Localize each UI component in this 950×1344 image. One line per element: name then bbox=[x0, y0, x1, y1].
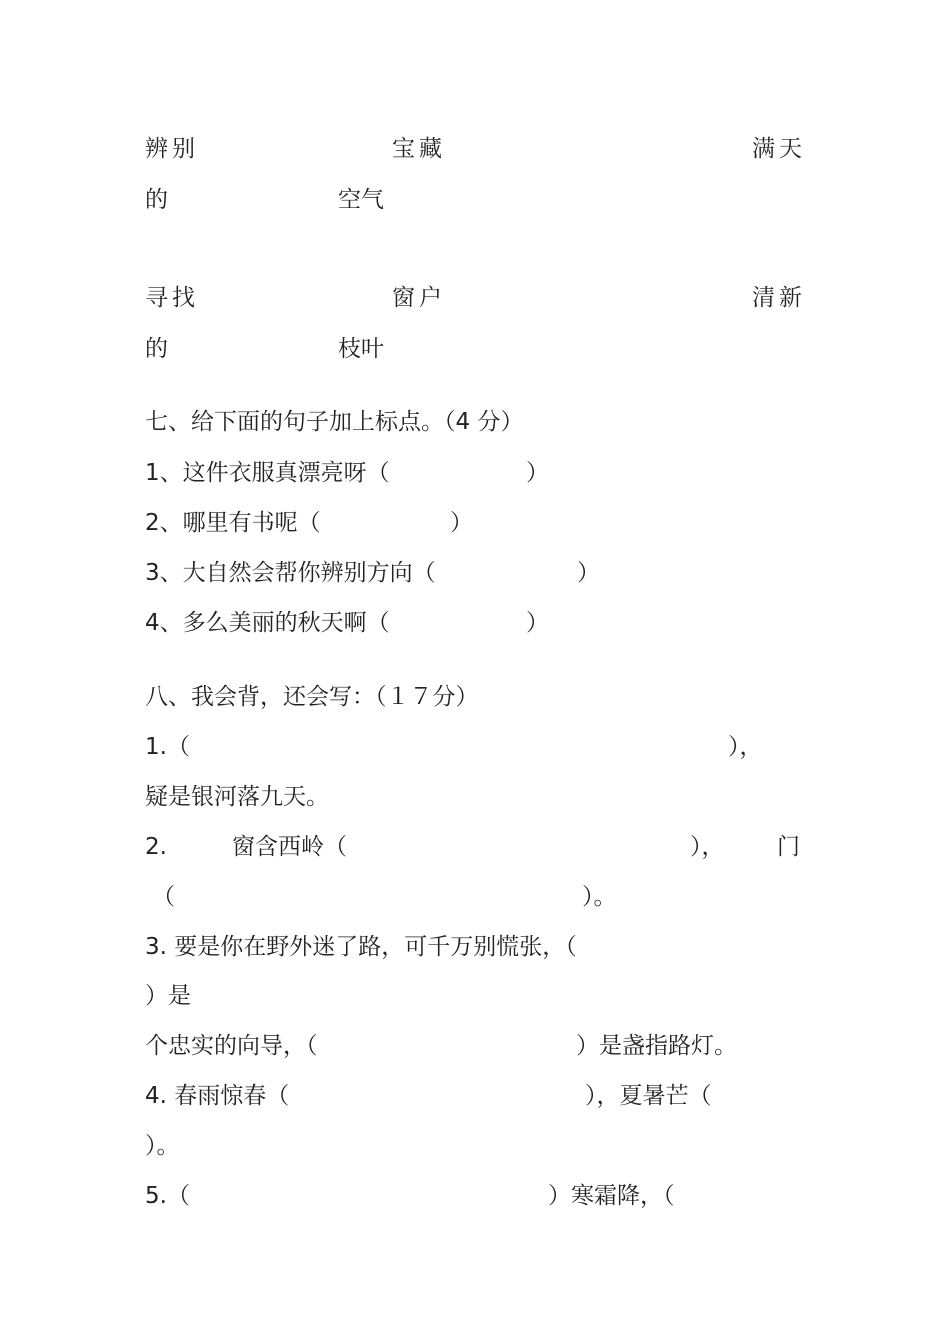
s8-q3-line3-b: ）是盏指路灯。 bbox=[576, 1033, 737, 1059]
section7-title: 七、给下面的句子加上标点。（4 分） bbox=[145, 409, 524, 435]
s7-item4-close: ） bbox=[526, 610, 549, 636]
match1-verb: 辨别 bbox=[145, 136, 199, 162]
s8-q4-mid: ），夏暑芒（ bbox=[585, 1083, 712, 1109]
s8-q4-line2: ）。 bbox=[145, 1133, 180, 1159]
match2-adj-part1: 清新 bbox=[752, 285, 806, 311]
section8-title: 八、我会背，还会写：（１７分） bbox=[145, 684, 479, 710]
s8-q1-line2: 疑是银河落九天。 bbox=[145, 784, 329, 810]
s7-item2-close: ） bbox=[450, 510, 473, 536]
s7-item1-close: ） bbox=[526, 460, 549, 486]
match1-adj-part2: 的 bbox=[145, 187, 168, 213]
s8-q1-open: 1.（ bbox=[145, 734, 190, 760]
match1-noun: 宝藏 bbox=[392, 136, 446, 162]
s7-item1-text: 1、这件衣服真漂亮呀（ bbox=[145, 460, 390, 486]
s7-item3-text: 3、大自然会帮你辨别方向（ bbox=[145, 560, 436, 586]
s8-q2-num: 2. bbox=[145, 834, 167, 860]
match2-adj-part2: 的 bbox=[145, 336, 168, 362]
s7-item4-text: 4、多么美丽的秋天啊（ bbox=[145, 610, 390, 636]
s7-item2-text: 2、哪里有书呢（ bbox=[145, 510, 321, 536]
match2-noun: 窗户 bbox=[392, 285, 446, 311]
match1-adj-part1: 满天 bbox=[752, 136, 806, 162]
s8-q5-mid: ）寒霜降，（ bbox=[548, 1183, 675, 1209]
match2-noun2: 枝叶 bbox=[338, 336, 384, 362]
match1-noun2: 空气 bbox=[338, 187, 384, 213]
s8-q2-close: ）， bbox=[690, 834, 725, 860]
s7-item3-close: ） bbox=[577, 560, 600, 586]
s8-q3-line3-a: 个忠实的向导，（ bbox=[145, 1033, 318, 1059]
s8-q5-open: 5.（ bbox=[145, 1183, 190, 1209]
s8-q2-line2-close: ）。 bbox=[582, 884, 617, 910]
s8-q1-close: ）， bbox=[728, 734, 763, 760]
match2-verb: 寻找 bbox=[145, 285, 199, 311]
s8-q3-text: 3. 要是你在野外迷了路，可千万别慌张，（ bbox=[145, 934, 577, 960]
s8-q2-men: 门 bbox=[777, 834, 800, 860]
s8-q4-text: 4. 春雨惊春（ bbox=[145, 1083, 290, 1109]
s8-q2-text: 窗含西岭（ bbox=[232, 834, 347, 860]
s8-q3-line2: ）是 bbox=[145, 983, 191, 1009]
s8-q2-line2-open: （ bbox=[152, 884, 175, 910]
